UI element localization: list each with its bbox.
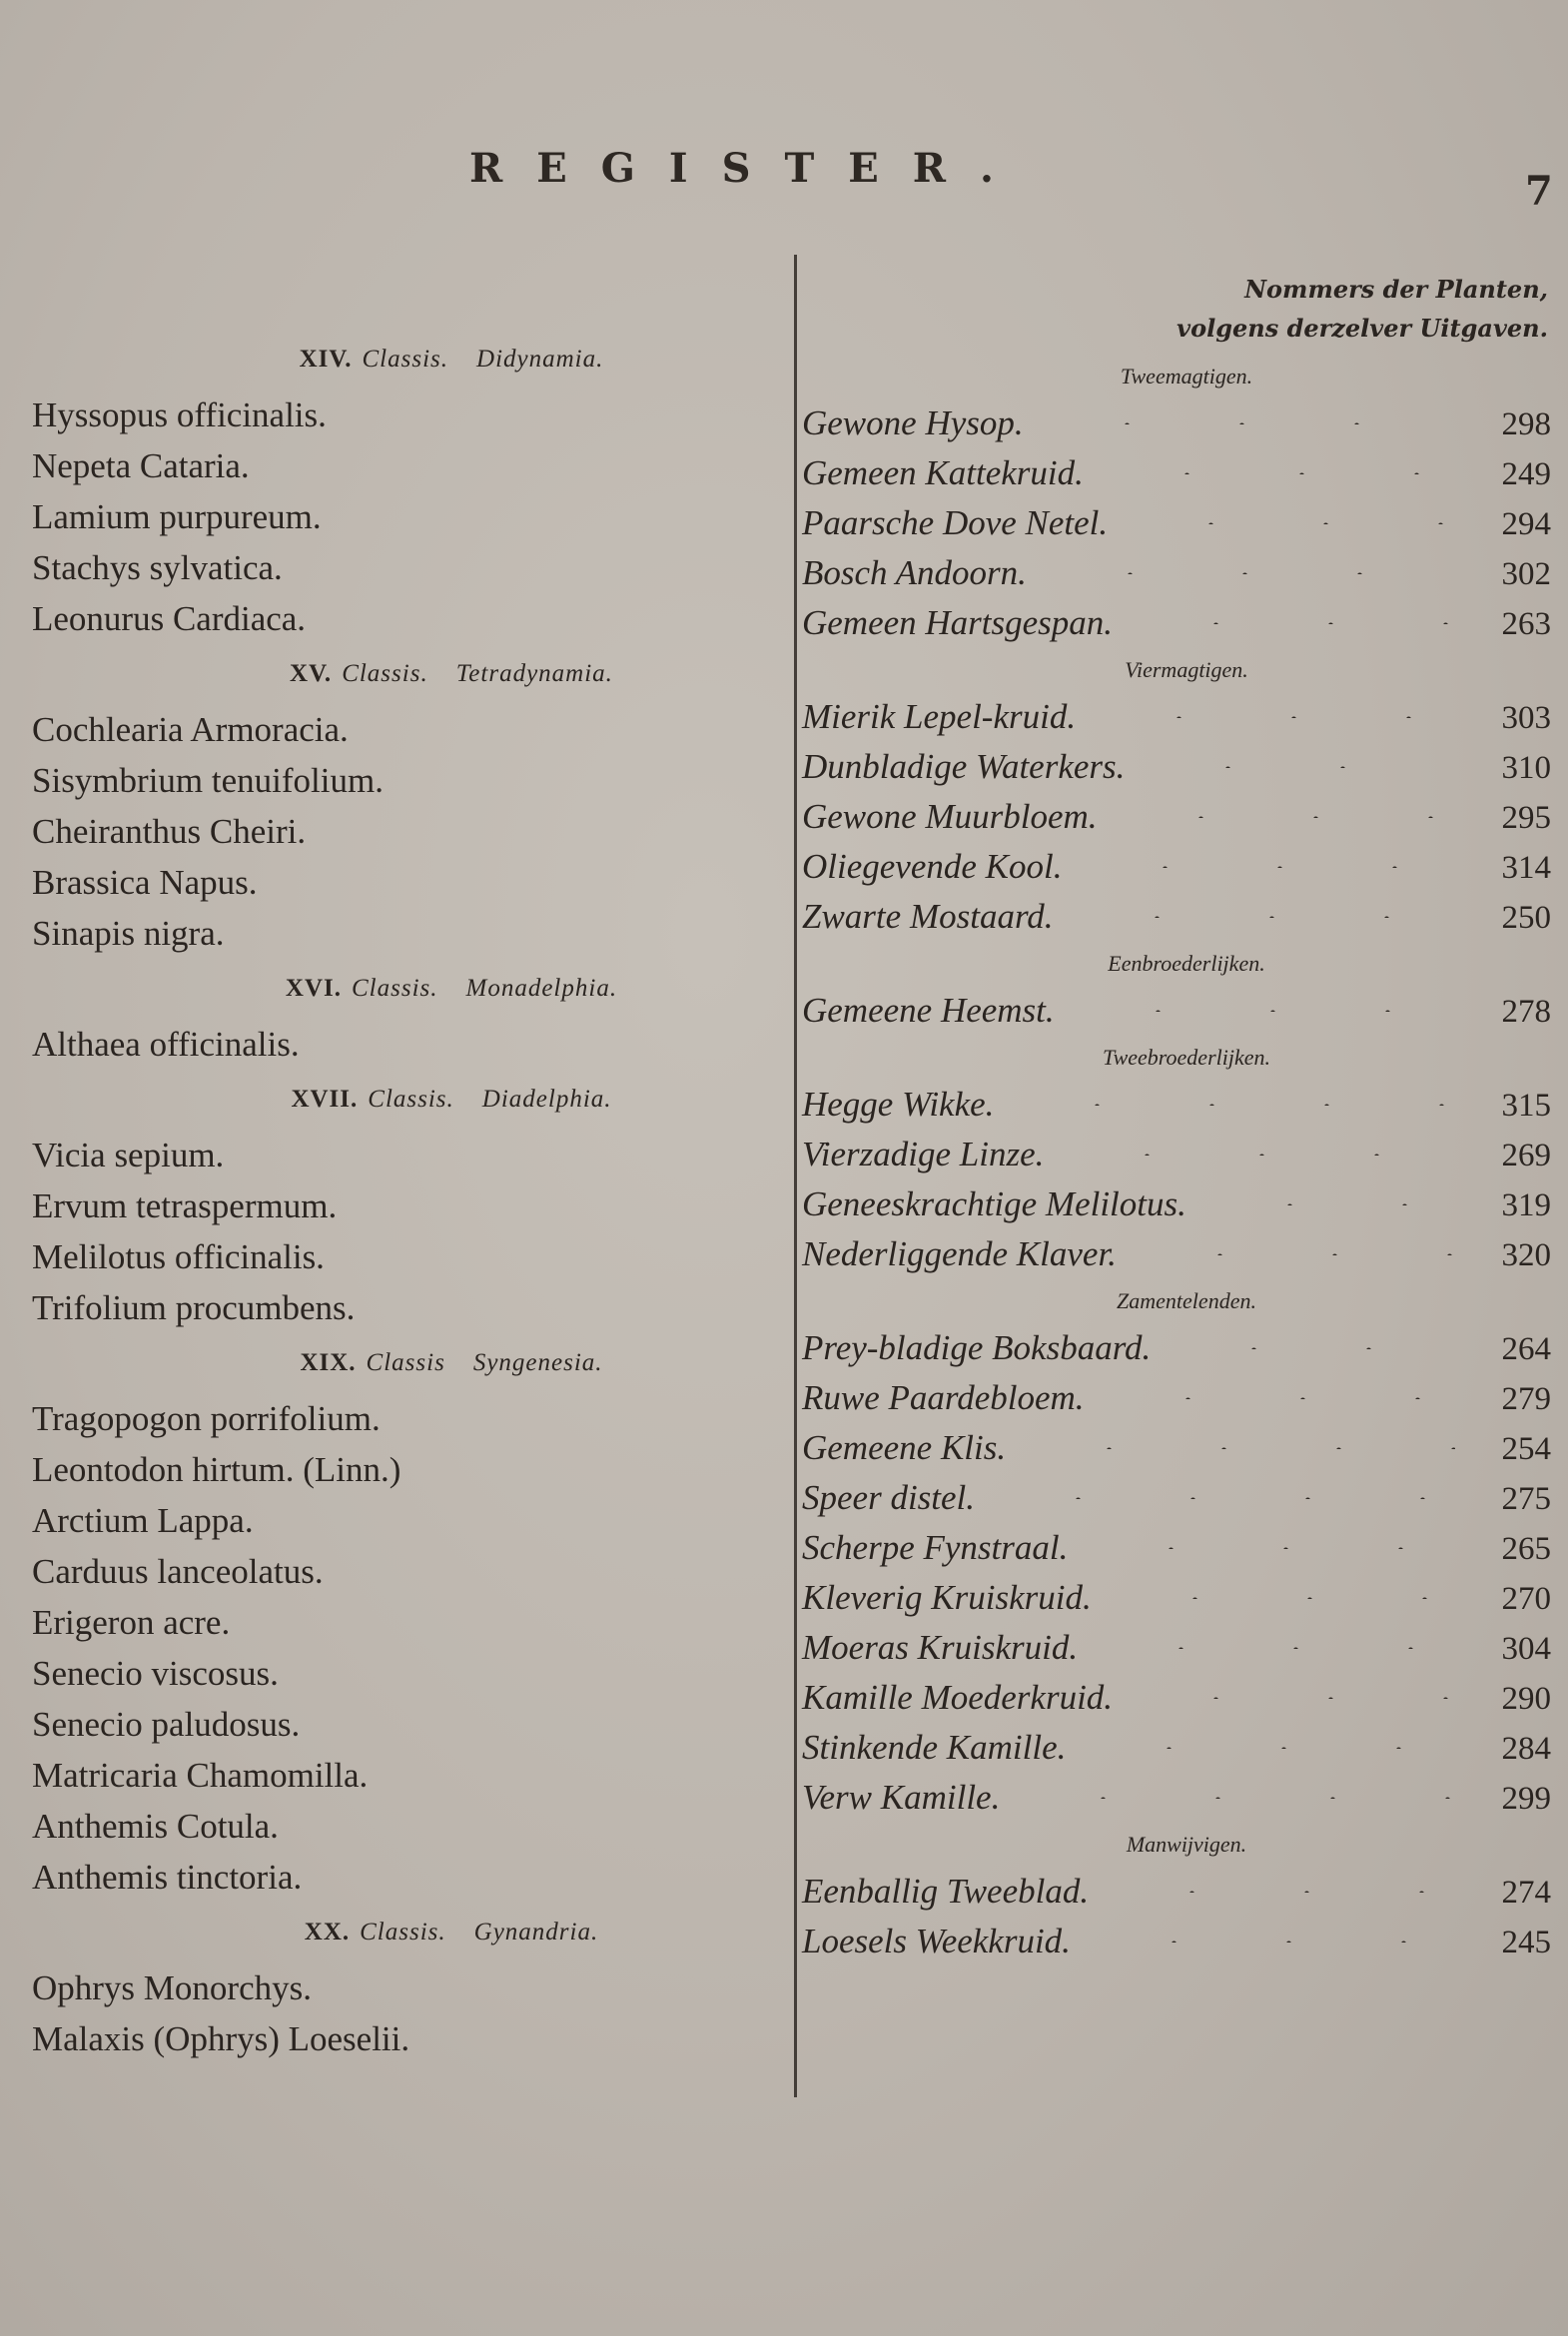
dutch-plant-name: Dunbladige Waterkers. (802, 747, 1126, 786)
section-roman: XIX. (300, 1349, 357, 1376)
dot-leader (1105, 1891, 1455, 1893)
right-column-header (1099, 270, 1548, 348)
register-entry (802, 1130, 1551, 1179)
plant-number: 245 (1501, 1925, 1551, 1960)
section-name: Tetradynamia. (455, 660, 613, 687)
dot-leader (1108, 1597, 1455, 1599)
plant-number: 279 (1501, 1381, 1551, 1417)
latin-plant-name: Arctium Lappa. (32, 1501, 254, 1540)
section-classis: Classis. (368, 1086, 454, 1113)
dutch-plant-name: Oliegevende Kool. (802, 847, 1063, 886)
plant-number: 274 (1501, 1875, 1551, 1911)
latin-plant-name: Anthemis tinctoria. (32, 1858, 303, 1897)
group-heading: Tweemagtigen. (1120, 364, 1253, 389)
plant-number: 298 (1501, 406, 1551, 442)
dot-leader (1084, 1547, 1455, 1549)
dutch-plant-name: Stinkende Kamille. (802, 1728, 1067, 1767)
plant-number: 254 (1501, 1431, 1551, 1467)
dot-leader (1082, 1747, 1455, 1749)
group-heading: Manwijvigen. (1126, 1832, 1247, 1857)
dutch-names-column (802, 355, 1551, 1966)
plant-number: 284 (1501, 1731, 1551, 1767)
register-entry (802, 1229, 1551, 1279)
section-name: Monadelphia. (465, 975, 618, 1002)
register-entry (802, 1867, 1551, 1917)
register-entry (802, 1473, 1551, 1523)
register-entry (802, 842, 1551, 892)
right-header-line-2: volgens derzelver Uitgaven. (1176, 314, 1548, 343)
section-heading (32, 1333, 751, 1393)
latin-plant-name: Malaxis (Ophrys) Loeselii. (32, 2019, 410, 2058)
dot-leader (1100, 472, 1455, 474)
latin-plant-name: Althaea officinalis. (32, 1025, 300, 1064)
section-heading (32, 959, 751, 1019)
latin-names-column (32, 330, 751, 2064)
dutch-plant-name: Ruwe Paardebloem. (802, 1378, 1085, 1417)
plant-number: 265 (1501, 1531, 1551, 1567)
register-entry (802, 448, 1551, 498)
plant-number: 294 (1501, 506, 1551, 542)
dutch-plant-name: Geneeskrachtige Melilotus. (802, 1184, 1186, 1223)
dutch-plant-name: Gemeen Kattekruid. (802, 453, 1084, 492)
dot-leader (1016, 1797, 1455, 1799)
latin-plant-name: Nepeta Cataria. (32, 446, 250, 485)
section-roman: XVII. (291, 1086, 359, 1113)
section-roman: XVI. (285, 975, 342, 1002)
dutch-plant-name: Moeras Kruiskruid. (802, 1628, 1079, 1667)
dot-leader (1040, 422, 1455, 424)
register-entry (802, 1423, 1551, 1473)
latin-plant-name: Melilotus officinalis. (32, 1237, 325, 1276)
dutch-plant-name: Bosch Andoorn. (802, 553, 1027, 592)
dutch-plant-name: Gewone Muurbloem. (802, 797, 1098, 836)
plant-number: 250 (1501, 900, 1551, 936)
plant-number: 303 (1501, 700, 1551, 736)
dot-leader (1101, 1397, 1455, 1399)
dot-leader (1060, 1154, 1455, 1156)
dot-leader (1124, 522, 1455, 524)
dutch-plant-name: Scherpe Fynstraal. (802, 1528, 1069, 1567)
dutch-plant-name: Gemeene Klis. (802, 1428, 1007, 1467)
dutch-plant-name: Kamille Moederkruid. (802, 1678, 1114, 1717)
plant-number: 315 (1501, 1088, 1551, 1124)
section-heading (32, 1070, 751, 1130)
dutch-plant-name: Nederliggende Klaver. (802, 1234, 1117, 1273)
latin-plant-name: Leontodon hirtum. (Linn.) (32, 1450, 401, 1489)
section-classis: Classis. (360, 1919, 446, 1946)
dutch-plant-name: Prey-bladige Boksbaard. (802, 1328, 1152, 1367)
dutch-plant-name: Paarsche Dove Netel. (802, 503, 1109, 542)
dot-leader (1141, 766, 1455, 768)
dutch-plant-name: Kleverig Kruiskruid. (802, 1578, 1092, 1617)
dot-leader (1129, 622, 1455, 624)
section-roman: XV. (290, 660, 333, 687)
register-entry (802, 742, 1551, 792)
column-divider (794, 255, 797, 2097)
section-classis: Classis (366, 1349, 445, 1376)
dot-leader (1114, 816, 1455, 818)
register-entry (802, 1573, 1551, 1623)
dutch-plant-name: Hegge Wikke. (802, 1085, 995, 1124)
latin-plant-name: Erigeron acre. (32, 1603, 231, 1642)
page-number: 7 (1525, 168, 1553, 215)
register-entry (802, 1323, 1551, 1373)
section-name: Diadelphia. (481, 1086, 612, 1113)
register-entry (802, 1080, 1551, 1130)
dutch-plant-name: Verw Kamille. (802, 1778, 1001, 1817)
plant-number: 302 (1501, 556, 1551, 592)
latin-plant-name: Cochlearia Armoracia. (32, 710, 349, 749)
register-entry (802, 892, 1551, 942)
section-classis: Classis. (362, 346, 449, 373)
dot-leader (1022, 1447, 1455, 1449)
latin-plant-name: Sinapis nigra. (32, 914, 225, 953)
register-entry (802, 398, 1551, 448)
register-entry (802, 1723, 1551, 1773)
dot-leader (1202, 1203, 1455, 1205)
plant-number: 269 (1501, 1138, 1551, 1173)
plant-number: 275 (1501, 1481, 1551, 1517)
dot-leader (1087, 1941, 1455, 1943)
plant-number: 304 (1501, 1631, 1551, 1667)
register-entry (802, 598, 1551, 648)
dot-leader (1094, 1647, 1455, 1649)
latin-plant-name: Cheiranthus Cheiri. (32, 812, 307, 851)
right-header-line-1: Nommers der Planten, (1244, 275, 1548, 304)
latin-plant-name: Stachys sylvatica. (32, 548, 283, 587)
plant-number: 264 (1501, 1331, 1551, 1367)
register-entry (802, 498, 1551, 548)
page-title: REGISTER. (469, 145, 1028, 192)
dutch-plant-name: Gemeen Hartsgespan. (802, 603, 1114, 642)
dutch-plant-name: Loesels Weekkruid. (802, 1922, 1071, 1960)
dot-leader (1133, 1253, 1455, 1255)
latin-plant-name: Vicia sepium. (32, 1136, 225, 1174)
section-name: Gynandria. (473, 1919, 599, 1946)
dot-leader (991, 1497, 1455, 1499)
dot-leader (1010, 1104, 1455, 1106)
register-entry (802, 792, 1551, 842)
dot-leader (1078, 866, 1455, 868)
latin-plant-name: Ophrys Monorchys. (32, 1968, 312, 2007)
register-entry (802, 1179, 1551, 1229)
register-entry (802, 1917, 1551, 1966)
plant-number: 290 (1501, 1681, 1551, 1717)
plant-number: 310 (1501, 750, 1551, 786)
dutch-plant-name: Mierik Lepel-kruid. (802, 697, 1077, 736)
dot-leader (1129, 1697, 1455, 1699)
latin-plant-name: Senecio viscosus. (32, 1654, 279, 1693)
section-heading (32, 644, 751, 704)
dot-leader (1092, 716, 1455, 718)
dutch-plant-name: Zwarte Mostaard. (802, 897, 1054, 936)
dutch-plant-name: Vierzadige Linze. (802, 1135, 1045, 1173)
latin-plant-name: Senecio paludosus. (32, 1705, 301, 1744)
section-name: Syngenesia. (472, 1349, 603, 1376)
register-entry (802, 1773, 1551, 1823)
plant-number: 263 (1501, 606, 1551, 642)
plant-number: 270 (1501, 1581, 1551, 1617)
section-classis: Classis. (342, 660, 428, 687)
plant-number: 278 (1501, 994, 1551, 1030)
group-heading: Viermagtigen. (1125, 657, 1248, 682)
group-heading: Eenbroederlijken. (1108, 951, 1265, 976)
latin-plant-name: Carduus lanceolatus. (32, 1552, 324, 1591)
latin-plant-name: Matricaria Chamomilla. (32, 1756, 369, 1795)
latin-plant-name: Lamium purpureum. (32, 497, 322, 536)
latin-plant-name: Tragopogon porrifolium. (32, 1399, 381, 1438)
register-entry (802, 1523, 1551, 1573)
dot-leader (1071, 1010, 1455, 1012)
register-entry (802, 692, 1551, 742)
latin-plant-name: Anthemis Cotula. (32, 1807, 279, 1846)
group-heading: Tweebroederlijken. (1102, 1045, 1270, 1070)
latin-plant-name: Brassica Napus. (32, 863, 258, 902)
plant-number: 319 (1501, 1187, 1551, 1223)
latin-plant-name: Sisymbrium tenuifolium. (32, 761, 384, 800)
section-heading (32, 330, 751, 389)
dot-leader (1070, 916, 1455, 918)
latin-plant-name: Ervum tetraspermum. (32, 1186, 338, 1225)
latin-plant-name: Leonurus Cardiaca. (32, 599, 307, 638)
latin-plant-name: Hyssopus officinalis. (32, 395, 327, 434)
dutch-plant-name: Speer distel. (802, 1478, 976, 1517)
dot-leader (1167, 1347, 1455, 1349)
group-heading: Zamentelenden. (1117, 1288, 1256, 1313)
register-entry (802, 1623, 1551, 1673)
section-roman: XX. (304, 1919, 351, 1946)
section-roman: XIV. (299, 346, 353, 373)
dutch-plant-name: Gewone Hysop. (802, 403, 1024, 442)
dutch-plant-name: Gemeene Heemst. (802, 991, 1055, 1030)
register-entry (802, 1673, 1551, 1723)
plant-number: 314 (1501, 850, 1551, 886)
plant-number: 320 (1501, 1237, 1551, 1273)
dot-leader (1043, 572, 1455, 574)
register-entry (802, 986, 1551, 1036)
plant-number: 299 (1501, 1781, 1551, 1817)
section-heading (32, 1903, 751, 1962)
latin-plant-name: Trifolium procumbens. (32, 1288, 356, 1327)
dutch-plant-name: Eenballig Tweeblad. (802, 1872, 1090, 1911)
plant-number: 295 (1501, 800, 1551, 836)
section-name: Didynamia. (476, 346, 604, 373)
register-entry (802, 548, 1551, 598)
section-classis: Classis. (352, 975, 438, 1002)
register-entry (802, 1373, 1551, 1423)
plant-number: 249 (1501, 456, 1551, 492)
